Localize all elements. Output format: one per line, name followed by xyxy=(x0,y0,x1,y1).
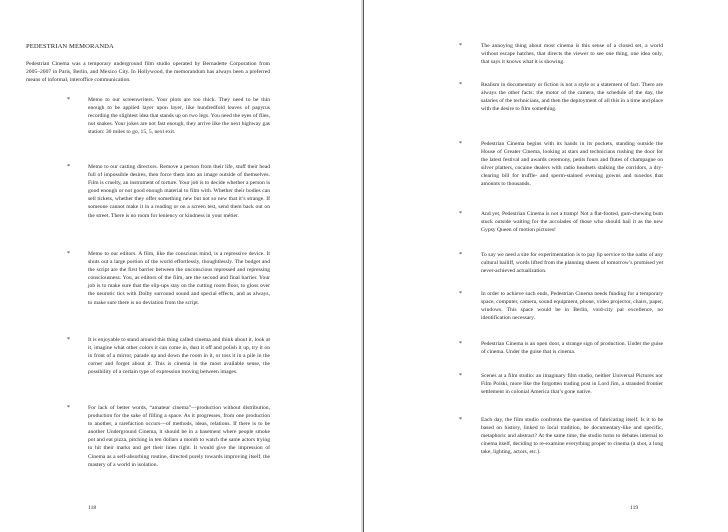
memo-text: To say we need a site for experimentation is to pay lip service to the oaths of any cultural bailiff, words lifted from the planning sheets of tomorrow’s promised yet never-achieved actualization. xyxy=(481,252,663,275)
bullet-asterisk: * xyxy=(67,97,70,103)
intro-paragraph: Pedestrian Cinema was a temporary underground film studio operated by Bernadette Corporation from 2005–2007 in Paris, Berlin, and Mexico City. In Hollywood, the memorandum has always been a preferred means of informal, interoffice communication. xyxy=(26,61,270,84)
bullet-asterisk: * xyxy=(67,405,70,411)
memo-text: And yet, Pedestrian Cinema is not a tramp! Not a flat-footed, gum-chewing bum stuck outside waiting for the accolades of those who should hail it as the new Gypsy Queen of motion pictures! xyxy=(481,211,663,234)
bullet-asterisk: * xyxy=(459,341,462,347)
memo-text: Memo to our editors. A film, like the conscious mind, is a repressive device. It shuts out a large portion of the world effortlessly, thoughtlessly. The budget and the script are the first barrier between the unconscious repressed and repressing consciousness. You, as editors of the film, are the second and final barrier. Your job is to make sure that the slip-ups stay on the cutting room floor, to gloss over the neurotic tics with Dolby surround sound and special effects, and as always, to make sure there is no deviation from the script. xyxy=(88,251,270,306)
right-page xyxy=(365,0,728,532)
memo-text: For lack of better words, “amateur cinema”—production without distribution, production for the sake of filling a space. As it progresses, from one production to another, a rarefaction occurs—of methods, ideas, relations. If there is to be another Underground Cinema, it should be in a basement where people smoke pot and eat pizza, pitching in ten dollars a month to watch the same actors trying to hit their marks and get their lines right. It would give the impression of Cinema as a self-absorbing routine, directed purely towards improving itself, the mastery of a world in isolation. xyxy=(88,405,270,468)
section-heading: PEDESTRIAN MEMORANDA xyxy=(26,43,114,50)
memo-text: Memo to our casting directors. Remove a person from their life, stuff their head full of impossible desires, then force them into an image outside of themselves. Film is cruelty, an instrument of torture. Your job is to decide whether a person is good enough or not good enough material to film with. Whether their bodies can sell tickets, whether they offer something new but not so new that it’s strange. If someone cannot make it in a reading or on a screen test, send them back out on the street. There is no room for leniency or kindness in your métier. xyxy=(88,164,270,219)
page-number: 118 xyxy=(88,505,97,511)
memo-text: In order to achieve such ends, Pedestrian Cinema needs funding for a temporary space, computer, camera, sound equipment, phone, video projector, chairs, paper, windows. This space would be in Berlin, void-city par excellence, no identification necessary. xyxy=(481,291,663,322)
bullet-asterisk: * xyxy=(459,211,462,217)
page-gutter xyxy=(363,0,364,532)
memo-text: Each day, the film studio confronts the question of fabricating itself. Is it to be based on history, linked to local tradition, be documentary-like and specific, metaphoric and abstract? At the same time, the studio turns to debates internal to cinema itself, deciding to re-examine everything proper to cinema (a shot, a long take, lighting, actors, etc.). xyxy=(481,417,663,456)
page-number: 119 xyxy=(630,505,639,511)
memo-text: The annoying thing about most cinema is this sense of a closed set, a world without escape hatches, that directs the viewer to see one thing, one idea only, that says it knows what it is showing. xyxy=(481,43,663,66)
bullet-asterisk: * xyxy=(67,251,70,257)
memo-text: Scenes at a film studio: an imaginary film studio, neither Universal Pictures nor Film Polski, more like the forgotten trading post in Lord Jim, a stranded frontier settlement in colonial America that’s gone native. xyxy=(481,373,663,396)
left-page xyxy=(0,0,362,532)
bullet-asterisk: * xyxy=(459,82,462,88)
bullet-asterisk: * xyxy=(459,417,462,423)
memo-text: Pedestrian Cinema is an open door, a strange sign of production. Under the guise of cinema. Under the guise that is cinema. xyxy=(481,341,663,356)
bullet-asterisk: * xyxy=(459,43,462,49)
bullet-asterisk: * xyxy=(67,337,70,343)
bullet-asterisk: * xyxy=(67,164,70,170)
bullet-asterisk: * xyxy=(459,291,462,297)
memo-text: Memo to our screenwriters. Your plots are too thick. They need to be thin enough to be applied layer upon layer, like hundredfold leaves of papyrus recording the slightest idea that stands up on two legs. You need the eyes of flies, not snakes. Your jokes are not fast enough, they arrive like the next highway gas station: 30 miles to go, 15, 5, next exit. xyxy=(88,97,270,136)
memo-text: It is enjoyable to stand around this thing called cinema and think about it, look at it, imagine what other colors it can come in, dust it off and polish it up, try it on in front of a mirror, parade up and down the room in it, or toss it in a pile in the corner and forget about it. This is cinema in the most available sense, the possibility of a certain type of expression moving between images. xyxy=(88,337,270,376)
memo-text: Realism in documentary or fiction is not a style or a statement of fact. There are always the other facts: the motor of the camera, the schedule of the day, the salaries of the technicians, and then the deployment of all this in a time and place with the desire to film something. xyxy=(481,82,663,113)
bullet-asterisk: * xyxy=(459,252,462,258)
memo-text: Pedestrian Cinema begins with its hands in its pockets, standing outside the House of Greater Cinema, looking at stars and technicians rushing the door for the latest festival and awards ceremony, petits fours and flutes of champagne on silver platters, cocaine dealers with radio headsets stalking the corridors, a dry-clearing bill for truffle- and sperm-stained evening gowns and tuxedos that amounts to thousands. xyxy=(481,141,663,188)
bullet-asterisk: * xyxy=(459,141,462,147)
bullet-asterisk: * xyxy=(459,373,462,379)
